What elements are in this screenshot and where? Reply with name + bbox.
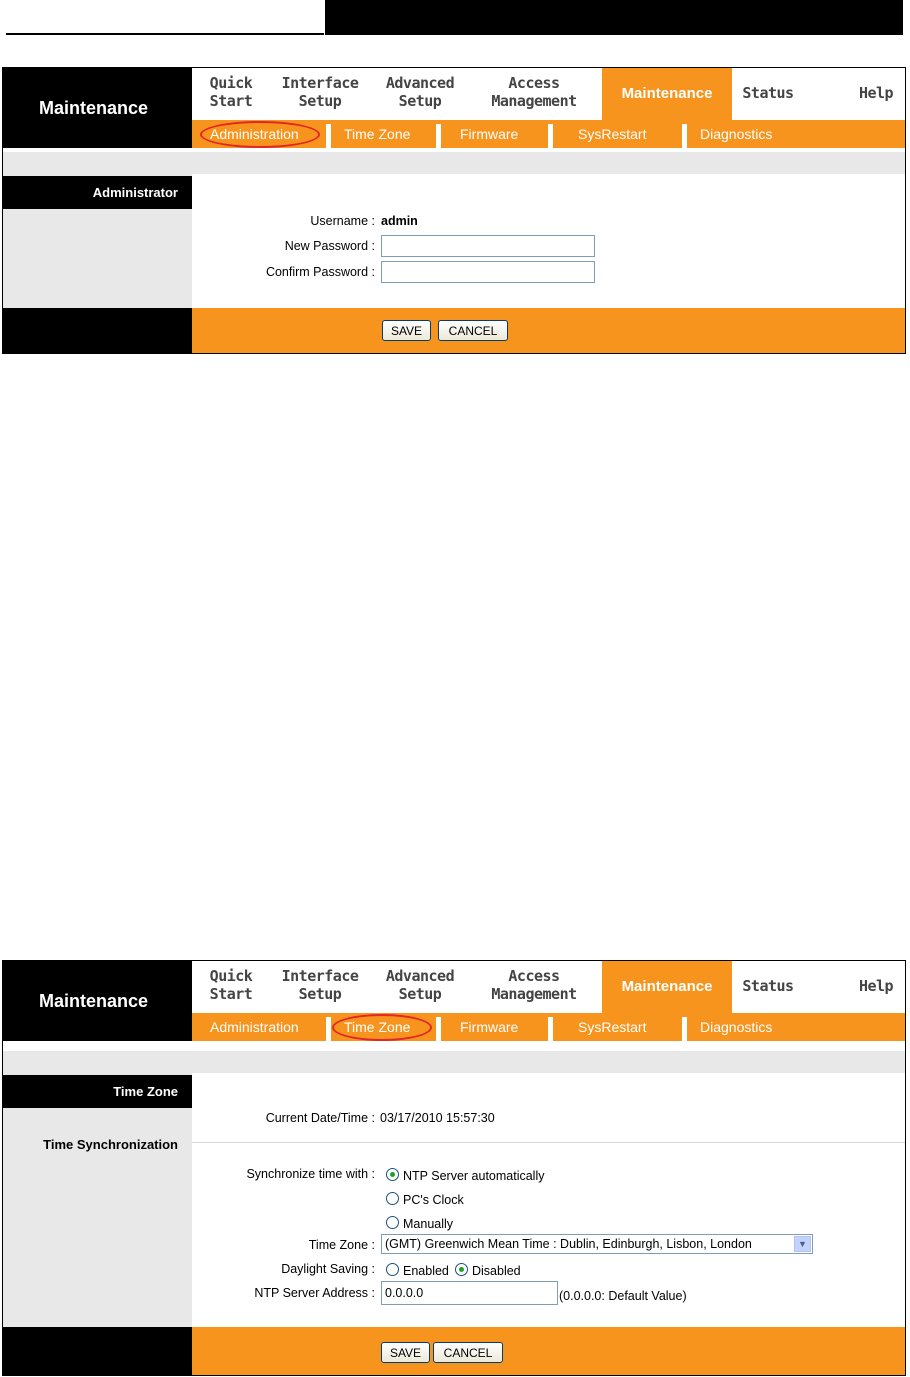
sub-tabs [192,1013,905,1041]
highlight-circle [332,1014,432,1041]
page-header-bar [325,0,903,35]
radio-manually[interactable] [386,1216,399,1229]
ntp-server-address-input[interactable] [381,1281,558,1305]
tab-access-management[interactable]: Access Management [491,74,577,110]
option-disabled-label: Disabled [472,1264,521,1278]
time-zone-select[interactable] [381,1234,813,1254]
section-administrator: Administrator [3,176,192,209]
left-column [3,1073,192,1327]
new-password-input[interactable] [381,235,595,257]
subtab-firmware[interactable]: Firmware [460,126,519,142]
chevron-down-icon[interactable]: ▼ [794,1236,811,1252]
subtab-sysrestart[interactable]: SysRestart [578,126,647,142]
spacer-strip [3,1051,905,1073]
tab-status[interactable]: Status [742,977,794,995]
subtab-separator [548,124,553,148]
ntp-server-address-label: NTP Server Address : [254,1286,375,1300]
main-tabs [192,961,905,1013]
radio-daylight-enabled[interactable] [386,1263,399,1276]
tab-interface-setup[interactable]: Interface Setup [281,967,359,1003]
synchronize-label: Synchronize time with : [246,1167,375,1181]
option-manually-label: Manually [403,1217,454,1231]
subtab-separator [548,1017,553,1041]
page-top-rule [6,0,324,35]
option-pc-clock-label: PC's Clock [403,1193,464,1207]
tab-quick-start[interactable]: Quick Start [209,967,253,1003]
current-datetime-value: 03/17/2010 15:57:30 [380,1111,495,1125]
subtab-diagnostics[interactable]: Diagnostics [700,1019,773,1035]
tab-maintenance[interactable]: Maintenance [602,961,732,1013]
new-password-label: New Password : [284,239,375,253]
subtab-time-zone[interactable]: Time Zone [344,1019,411,1035]
tab-quick-start[interactable]: Quick Start [209,74,253,110]
subtab-sysrestart[interactable]: SysRestart [578,1019,647,1035]
ntp-default-hint: (0.0.0.0: Default Value) [559,1289,687,1303]
radio-daylight-disabled[interactable] [455,1263,468,1276]
sub-tabs [192,120,905,148]
highlight-circle [200,121,320,148]
tab-help[interactable]: Help [858,977,894,995]
radio-ntp-server[interactable] [386,1168,399,1181]
tab-maintenance[interactable]: Maintenance [602,68,732,120]
cancel-button[interactable]: CANCEL [433,1342,503,1363]
header [3,68,905,148]
footer-bar [192,308,905,353]
username-value: admin [381,214,418,228]
time-zone-label: Time Zone : [308,1238,375,1252]
radio-pc-clock[interactable] [386,1192,399,1205]
footer-left [3,308,192,353]
confirm-password-input[interactable] [381,261,595,283]
administration-panel [2,67,906,354]
section-title: Maintenance [3,68,192,148]
option-ntp-server-label: NTP Server automatically [403,1169,545,1183]
divider [192,1142,905,1143]
tab-help[interactable]: Help [858,84,894,102]
subtab-separator [682,1017,687,1041]
time-zone-panel: Maintenance Quick Start Interface Setup Advanced Setup Access Management Maintenance Status Help Administration Time Zone Firmware SysRestart Diagnostics Time Zone Time Synchronization Current Date/Time : 03/17/2010 15:57:30 Synchronize time with : NTP Server automatically PC's Clock Manually Time Zone : (GMT) Greenwich Mean Time : Dublin, Edinburgh, Lisbon, London ▼ Daylight Saving : Enabled Disabled NTP Server Address : 0.0.0.0 (0.0.0.0: Default Value) SAVE CANCEL [2,960,906,1376]
subtab-separator [326,1017,331,1041]
tab-access-management[interactable]: Access Management [491,967,577,1003]
username-label: Username : [310,214,375,228]
subtab-administration[interactable]: Administration [210,126,299,142]
save-button[interactable]: SAVE [381,1342,430,1363]
tab-advanced-setup[interactable]: Advanced Setup [385,967,455,1003]
footer-left [3,1327,192,1375]
option-enabled-label: Enabled [403,1264,449,1278]
subtab-administration[interactable]: Administration [210,1019,299,1035]
subtab-separator [436,124,441,148]
subtab-firmware[interactable]: Firmware [460,1019,519,1035]
tab-status[interactable]: Status [742,84,794,102]
section-time-zone: Time Zone [3,1075,192,1108]
subtab-separator [326,124,331,148]
subtab-time-zone[interactable]: Time Zone [344,126,411,142]
tab-advanced-setup[interactable]: Advanced Setup [385,74,455,110]
subtab-separator [682,124,687,148]
header [3,961,905,1041]
cancel-button[interactable]: CANCEL [438,320,508,341]
subtab-diagnostics[interactable]: Diagnostics [700,126,773,142]
confirm-password-label: Confirm Password : [265,265,375,279]
section-title: Maintenance [3,961,192,1041]
main-tabs [192,68,905,120]
tab-interface-setup[interactable]: Interface Setup [281,74,359,110]
daylight-saving-label: Daylight Saving : [281,1262,375,1276]
current-datetime-label: Current Date/Time : [265,1111,375,1125]
save-button[interactable]: SAVE [382,320,431,341]
time-zone-selected-value: (GMT) Greenwich Mean Time : Dublin, Edinburgh, Lisbon, London [385,1237,752,1251]
spacer-strip [3,152,905,174]
footer-bar [192,1327,905,1375]
subtab-separator [436,1017,441,1041]
